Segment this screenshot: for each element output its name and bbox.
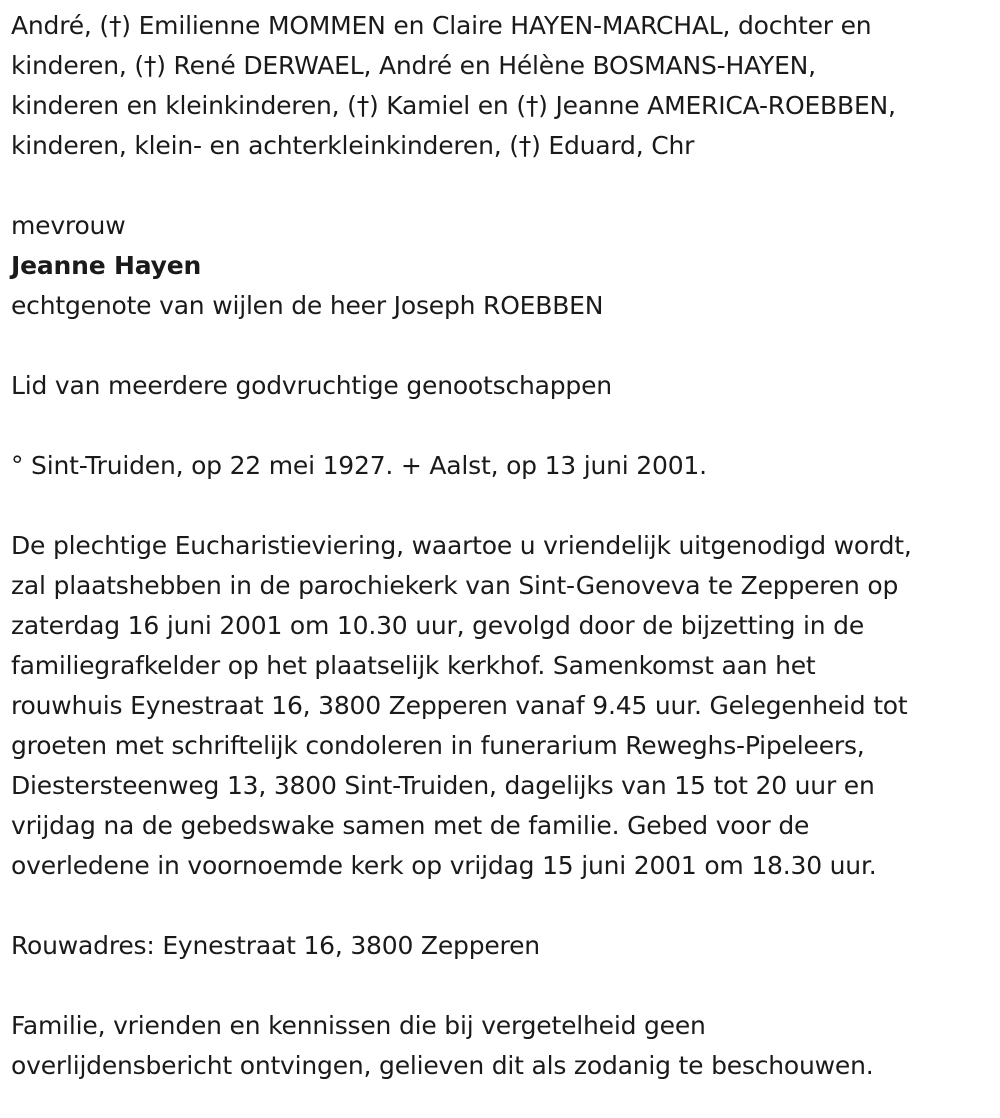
spacer xyxy=(11,166,1000,206)
service-paragraph xyxy=(11,526,1000,886)
spacer xyxy=(11,406,1000,446)
family-line: kinderen en kleinkinderen, (†) Kamiel en (†) Jeanne AMERICA-ROEBBEN, xyxy=(11,91,896,120)
deceased-name: Jeanne Hayen xyxy=(11,251,202,280)
spouse-line: echtgenote van wijlen de heer Joseph ROEBBEN xyxy=(11,291,604,320)
spacer xyxy=(11,486,1000,526)
service-line: Diestersteenweg 13, 3800 Sint-Truiden, dagelijks van 15 tot 20 uur en xyxy=(11,771,875,800)
spacer xyxy=(11,886,1000,926)
service-line: zaterdag 16 juni 2001 om 10.30 uur, gevolgd door de bijzetting in de xyxy=(11,611,865,640)
family-line: André, (†) Emilienne MOMMEN en Claire HAYEN-MARCHAL, dochter en xyxy=(11,11,872,40)
service-line: overledene in voornoemde kerk op vrijdag 15 juni 2001 om 18.30 uur. xyxy=(11,851,877,880)
service-line: familiegrafkelder op het plaatselijk kerkhof. Samenkomst aan het xyxy=(11,651,816,680)
birth-death-dates: ° Sint-Truiden, op 22 mei 1927. + Aalst, op 13 juni 2001. xyxy=(11,451,707,480)
closing-line: Familie, vrienden en kennissen die bij vergetelheid geen xyxy=(11,1011,706,1040)
closing-line: overlijdensbericht ontvingen, gelieven dit als zodanig te beschouwen. xyxy=(11,1051,874,1080)
service-line: zal plaatshebben in de parochiekerk van Sint-Genoveva te Zepperen op xyxy=(11,571,899,600)
service-line: groeten met schriftelijk condoleren in funerarium Reweghs-Pipeleers, xyxy=(11,731,865,760)
mourning-address: Rouwadres: Eynestraat 16, 3800 Zepperen xyxy=(11,931,540,960)
spacer xyxy=(11,966,1000,1006)
closing-paragraph xyxy=(11,1006,1000,1086)
service-line: vrijdag na de gebedswake samen met de familie. Gebed voor de xyxy=(11,811,810,840)
service-line: De plechtige Eucharistieviering, waartoe u vriendelijk uitgenodigd wordt, xyxy=(11,531,912,560)
family-line: kinderen, klein- en achterkleinkinderen, (†) Eduard, Chr xyxy=(11,131,695,160)
family-line: kinderen, (†) René DERWAEL, André en Hélène BOSMANS-HAYEN, xyxy=(11,51,816,80)
family-paragraph xyxy=(11,6,1000,166)
salutation: mevrouw xyxy=(11,211,126,240)
spacer xyxy=(11,326,1000,366)
service-line: rouwhuis Eynestraat 16, 3800 Zepperen vanaf 9.45 uur. Gelegenheid tot xyxy=(11,691,908,720)
membership-line: Lid van meerdere godvruchtige genootschappen xyxy=(11,371,612,400)
